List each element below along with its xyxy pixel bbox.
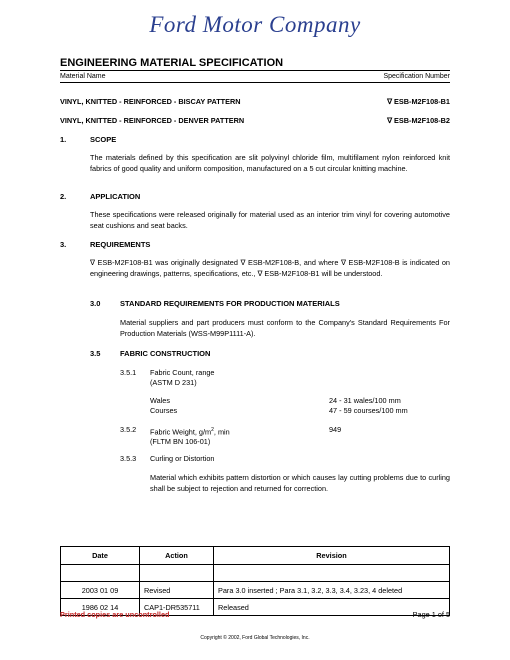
- table-row: [61, 565, 450, 582]
- section-number: 1.: [60, 135, 67, 144]
- cell-action: [140, 565, 214, 582]
- courses-value: 47 - 59 courses/100 mm: [329, 406, 408, 415]
- material-row: [60, 97, 450, 106]
- fabric-weight-value: 949: [329, 425, 342, 434]
- column-header-revision: Revision: [214, 547, 450, 565]
- scope-paragraph: The materials defined by this specification are slit polyvinyl chloride film, multifilament nylon reinforced knit fabrics of good quality and uniform composition, manufactured on a 5 cut circular knitting machine.: [90, 153, 450, 173]
- table-row: [61, 582, 450, 599]
- column-header-date: Date: [61, 547, 140, 565]
- cell-revision: Para 3.0 inserted ; Para 3.1, 3.2, 3.3, 3.4, 3.23, 4 deleted: [214, 582, 450, 599]
- item-number: 3.5.3: [120, 454, 137, 463]
- material-name-label: Material Name: [60, 73, 106, 80]
- curling-paragraph: Material which exhibits pattern distortion or which causes lay cutting problems due to curling shall be subject to rejection and returned for correction.: [150, 473, 450, 493]
- page-title: ENGINEERING MATERIAL SPECIFICATION: [60, 57, 284, 69]
- wales-label: Wales: [150, 396, 171, 405]
- section-number: 3.: [60, 240, 67, 249]
- material-name: VINYL, KNITTED - REINFORCED - DENVER PATTERN: [60, 116, 245, 125]
- fabric-weight-title: Fabric Weight, $g/m^2$, min: [150, 427, 230, 437]
- section-title-requirements: REQUIREMENTS: [90, 240, 151, 249]
- page-number: Page 1 of 5: [412, 610, 450, 619]
- ford-logo: Ford Motor Company: [149, 12, 361, 37]
- fabric-weight-label: [150, 425, 230, 447]
- courses-label: Courses: [150, 406, 178, 415]
- cell-revision: Released: [214, 599, 450, 616]
- subsection-number: 3.5: [90, 349, 101, 358]
- application-paragraph: These specifications were released originally for material used as an interior trim vinyl for covering automotive seat cushions and seat backs.: [90, 210, 450, 230]
- curling-title: Curling or Distortion: [150, 454, 215, 463]
- fabric-count-method: (ASTM D 231): [150, 378, 197, 387]
- fabric-count-title: Fabric Count, range: [150, 368, 215, 377]
- fabric-count-label: [150, 368, 215, 388]
- material-name: VINYL, KNITTED - REINFORCED - BISCAY PATTERN: [60, 97, 241, 106]
- standard-requirements-paragraph: Material suppliers and part producers must conform to the Company's Standard Requirements For Production Materials (WSS-M99P1111-A).: [120, 318, 450, 338]
- copyright-notice: Copyright © 2002, Ford Global Technologies, Inc.: [200, 635, 310, 641]
- cell-date: [61, 565, 140, 582]
- material-row: [60, 116, 450, 125]
- item-number: 3.5.2: [120, 425, 137, 434]
- cell-action: CAP1-DR535711: [140, 599, 214, 616]
- cell-action: Revised: [140, 582, 214, 599]
- column-header-action: Action: [140, 547, 214, 565]
- uncontrolled-notice: Printed copies are uncontrolled: [60, 610, 170, 619]
- section-title-scope: SCOPE: [90, 135, 117, 144]
- wales-value: 24 - 31 wales/100 mm: [329, 396, 401, 405]
- cell-date: 1986 02 14: [61, 599, 140, 616]
- fabric-weight-method: (FLTM BN 106-01): [150, 437, 211, 447]
- subsection-title-standard-requirements: STANDARD REQUIREMENTS FOR PRODUCTION MATERIALS: [120, 299, 340, 308]
- revision-table: [60, 546, 450, 616]
- cell-date: 2003 01 09: [61, 582, 140, 599]
- section-title-application: APPLICATION: [90, 192, 141, 201]
- table-header-row: [61, 547, 450, 565]
- title-rule: [60, 70, 450, 71]
- item-number: 3.5.1: [120, 368, 137, 377]
- spec-number-label: Specification Number: [383, 73, 450, 80]
- subsection-title-fabric-construction: FABRIC CONSTRUCTION: [120, 349, 211, 358]
- material-spec: ∇ ESB-M2F108-B1: [387, 97, 450, 106]
- cell-revision: [214, 565, 450, 582]
- subsection-number: 3.0: [90, 299, 101, 308]
- requirements-paragraph: ∇ ESB-M2F108-B1 was originally designated ∇ ESB-M2F108-B, and where ∇ ESB-M2F108-B is indicated on engineering drawings, patterns, specifications, etc., ∇ ESB-M2F108-B1 will be understood.: [90, 258, 450, 278]
- header-rule: [60, 82, 450, 83]
- section-number: 2.: [60, 192, 67, 201]
- material-spec: ∇ ESB-M2F108-B2: [387, 116, 450, 125]
